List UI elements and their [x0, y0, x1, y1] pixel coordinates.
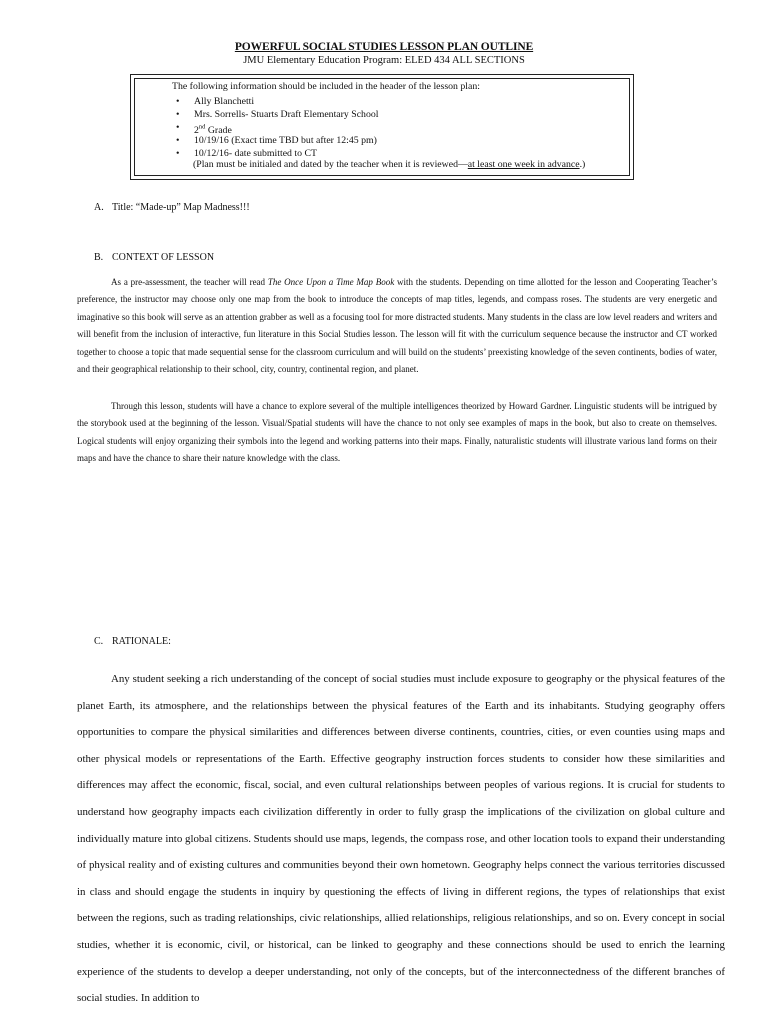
header-info-list — [174, 95, 378, 160]
section-b-letter: B. — [94, 252, 104, 263]
section-b-title: CONTEXT OF LESSON — [112, 252, 215, 263]
bullet-icon: • — [176, 148, 180, 159]
book-title: The Once Upon a Time Map Book — [267, 277, 395, 287]
list-item — [174, 95, 378, 108]
header-note — [193, 159, 585, 170]
context-p1-post: with the students. Depending on time allotted for the lesson and Cooperating Teacher’s preference, the instructor may choose only one map from the book to introduce the concepts of map titles, legends, and compass roses. The students are very energetic and imaginative so this book will serve as an attention grabber as well as a focusing tool for more distracted students. Many students in the class are low level readers and writers and will benefit from the inclusion of interactive, fun literature in this Social Studies lesson. The lesson will fit with the curriculum sequence because the instructor and CT worked together to choose a topic that made sequential sense for the classroom curriculum and will build on the students’ preexisting knowledge of the seven continents, bodies of water, and their geographical relationship to their school, city, country, continental region, and planet. — [77, 277, 717, 375]
bullet-icon: • — [176, 122, 180, 133]
section-a-heading — [94, 202, 250, 213]
context-paragraph-2 — [77, 398, 717, 468]
section-a-letter: A. — [94, 202, 104, 213]
document-title: POWERFUL SOCIAL STUDIES LESSON PLAN OUTLINE — [234, 41, 534, 53]
bullet-icon: • — [176, 135, 180, 146]
context-p2-text: Through this lesson, students will have a chance to explore several of the multiple intelligences theorized by Howard Gardner. Linguistic students will be intrigued by the storybook used at the beginning of the lesson. Visual/Spatial students will have the chance to not only see examples of maps in the book, but also to create on themselves. Logical students will enjoy organizing their symbols into the legend and working patterns into their maps. Finally, naturalistic students will illustrate various land forms on their maps and have the chance to share their nature knowledge with the class. — [77, 401, 717, 464]
section-b-heading — [94, 252, 214, 263]
list-item — [174, 121, 378, 137]
header-note-post: .) — [579, 159, 586, 170]
bullet-icon: • — [176, 96, 180, 107]
list-item — [174, 134, 378, 147]
section-c-heading — [94, 636, 171, 647]
header-note-underlined: at least one week in advance — [467, 159, 580, 170]
grade-word: Grade — [205, 125, 232, 137]
section-c-letter: C. — [94, 636, 104, 647]
submission-date: 10/12/16- date submitted to CT — [194, 148, 317, 159]
header-note-pre: (Plan must be initialed and dated by the teacher when it is reviewed— — [193, 159, 468, 170]
rationale-text: Any student seeking a rich understanding of the concept of social studies must include exposure to geography or the physical features of the planet Earth, its atmosphere, and the relationships between the physical features of the Earth and its inhabitants. Studying geography offers opportunities to compare the physical similarities and differences between diverse continents, countries, cities, or even counties using maps and other physical models or representations of the Earth. Effective geography instruction forces students to consider how these similarities and differences may affect the economic, fiscal, social, and even cultural relationships between peoples of various regions. It is crucial for students to understand how geography impacts each civilization differently in order to fully grasp the implications of the civilization on global culture and individually mature into global citizens. Students should use maps, legends, the compass rose, and other location tools to expand their understanding of physical reality and of existing cultures and communities beyond their own hometown. Geography helps connect the various territories discussed in class and should engage the students in inquiry by questioning the effects of living in different regions, the types of relationships that exist between the regions, such as trading relationships, civic relationships, allied relationships, religious relationships, and so on. Every concept in social studies, whether it is economic, civil, or historical, can be linked to geography and these connections should be used to enrich the learning experience of the students to develop a deeper understanding, not only of the concepts, but of the interconnectedness of the different branches of social studies. In addition to — [77, 673, 725, 1005]
grade-suffix: nd — [198, 124, 206, 131]
context-paragraph-1 — [77, 274, 717, 378]
school-name: Mrs. Sorrells- Stuarts Draft Elementary School — [194, 109, 379, 120]
document-subtitle: JMU Elementary Education Program: ELED 434 ALL SECTIONS — [243, 55, 525, 66]
bullet-icon: • — [176, 109, 180, 120]
grade-number: 2 — [194, 125, 199, 137]
section-c-title: RATIONALE: — [112, 636, 171, 647]
rationale-paragraph — [77, 666, 725, 1012]
list-item — [174, 108, 378, 121]
section-a-title: Title: “Made-up” Map Madness!!! — [112, 202, 250, 213]
header-intro-text: The following information should be included in the header of the lesson plan: — [172, 81, 480, 92]
lesson-date: 10/19/16 (Exact time TBD but after 12:45 pm) — [194, 135, 377, 146]
context-p1-pre: As a pre-assessment, the teacher will read — [111, 277, 268, 287]
teacher-name: Ally Blanchetti — [194, 96, 255, 107]
